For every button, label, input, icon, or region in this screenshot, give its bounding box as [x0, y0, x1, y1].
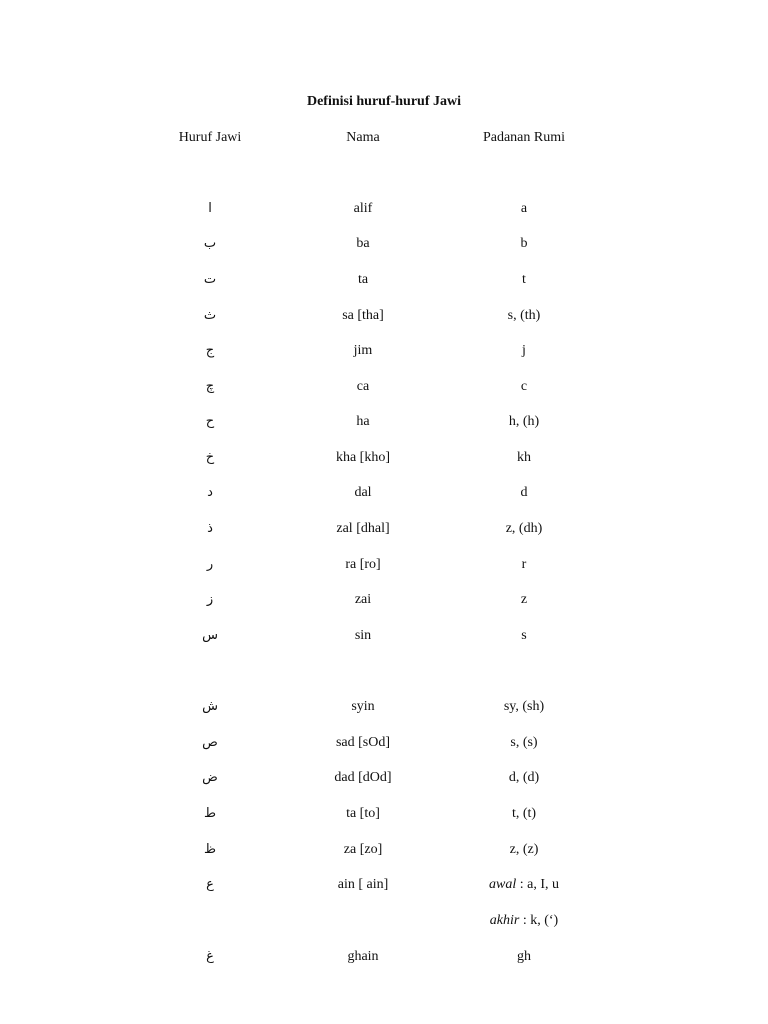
jawi-letter: ر — [206, 557, 214, 572]
letter-name: syin — [351, 699, 375, 714]
jawi-letter: ت — [203, 272, 217, 287]
rumi-equivalent: a — [520, 201, 528, 216]
letter-name: dad [dOd] — [334, 770, 392, 785]
rumi-equivalent: s, (th) — [507, 308, 541, 323]
jawi-letter: چ — [205, 379, 215, 394]
letter-name: sin — [354, 628, 372, 643]
header-padanan-rumi: Padanan Rumi — [482, 130, 566, 145]
jawi-letter: ث — [203, 308, 217, 323]
rumi-position-value: : a, I, u — [516, 877, 559, 892]
rumi-equivalent — [444, 912, 604, 930]
rumi-equivalent: s, (s) — [510, 735, 538, 750]
header-huruf-jawi: Huruf Jawi — [178, 130, 242, 145]
rumi-equivalent: z, (z) — [509, 842, 539, 857]
rumi-equivalent: gh — [517, 949, 531, 964]
letter-name: ha — [356, 414, 370, 429]
rumi-equivalent: t, (t) — [511, 806, 537, 821]
letter-name: sa [tha] — [342, 308, 384, 323]
rumi-equivalent: c — [520, 379, 528, 394]
jawi-letter: غ — [206, 949, 214, 964]
rumi-equivalent: j — [522, 343, 526, 358]
rumi-position-label: akhir — [489, 913, 520, 928]
letter-name: ghain — [347, 949, 379, 964]
letter-name: ta — [357, 272, 369, 287]
letter-name: alif — [353, 201, 373, 216]
jawi-letter: خ — [205, 450, 215, 465]
letter-name: jim — [353, 343, 373, 358]
letter-name: sad [sOd] — [335, 735, 391, 750]
rumi-equivalent: h, (h) — [508, 414, 540, 429]
rumi-equivalent: kh — [517, 450, 531, 465]
jawi-letter: ز — [206, 592, 214, 607]
letter-name: ra [ro] — [345, 557, 381, 572]
jawi-letter: ج — [205, 343, 215, 358]
jawi-letter: ب — [203, 236, 217, 251]
rumi-equivalent: t — [522, 272, 526, 287]
letter-name: ba — [356, 236, 370, 251]
letter-name: dal — [354, 485, 372, 500]
letter-name: zal [dhal] — [336, 521, 390, 536]
rumi-equivalent: d — [520, 485, 528, 500]
jawi-letter: ط — [203, 806, 217, 821]
jawi-letter: ح — [205, 414, 215, 429]
rumi-equivalent: b — [520, 236, 528, 251]
jawi-letter: ظ — [203, 842, 217, 857]
rumi-position-label: awal — [489, 877, 517, 892]
jawi-letter: ع — [206, 877, 214, 892]
rumi-equivalent: z — [520, 592, 528, 607]
letter-name: ain [ ain] — [337, 877, 389, 892]
jawi-letter: س — [202, 628, 218, 643]
letter-name: za [zo] — [343, 842, 383, 857]
rumi-equivalent: r — [521, 557, 527, 572]
jawi-letter: د — [207, 485, 213, 500]
jawi-letter: ش — [202, 699, 218, 714]
rumi-equivalent: sy, (sh) — [503, 699, 545, 714]
header-nama: Nama — [346, 130, 380, 145]
page-title: Definisi huruf-huruf Jawi — [306, 94, 462, 109]
rumi-equivalent — [444, 876, 604, 894]
rumi-equivalent: d, (d) — [508, 770, 540, 785]
rumi-equivalent: z, (dh) — [505, 521, 543, 536]
jawi-letter: ذ — [207, 521, 213, 536]
jawi-letter: ص — [202, 735, 218, 750]
jawi-letter: ا — [208, 201, 212, 216]
letter-name: ca — [356, 379, 370, 394]
letter-name: zai — [354, 592, 372, 607]
letter-name: kha [kho] — [335, 450, 391, 465]
rumi-equivalent: s — [521, 628, 527, 643]
letter-name: ta [to] — [346, 806, 380, 821]
jawi-letter: ض — [202, 770, 218, 785]
rumi-position-value: : k, (‘) — [519, 913, 559, 928]
